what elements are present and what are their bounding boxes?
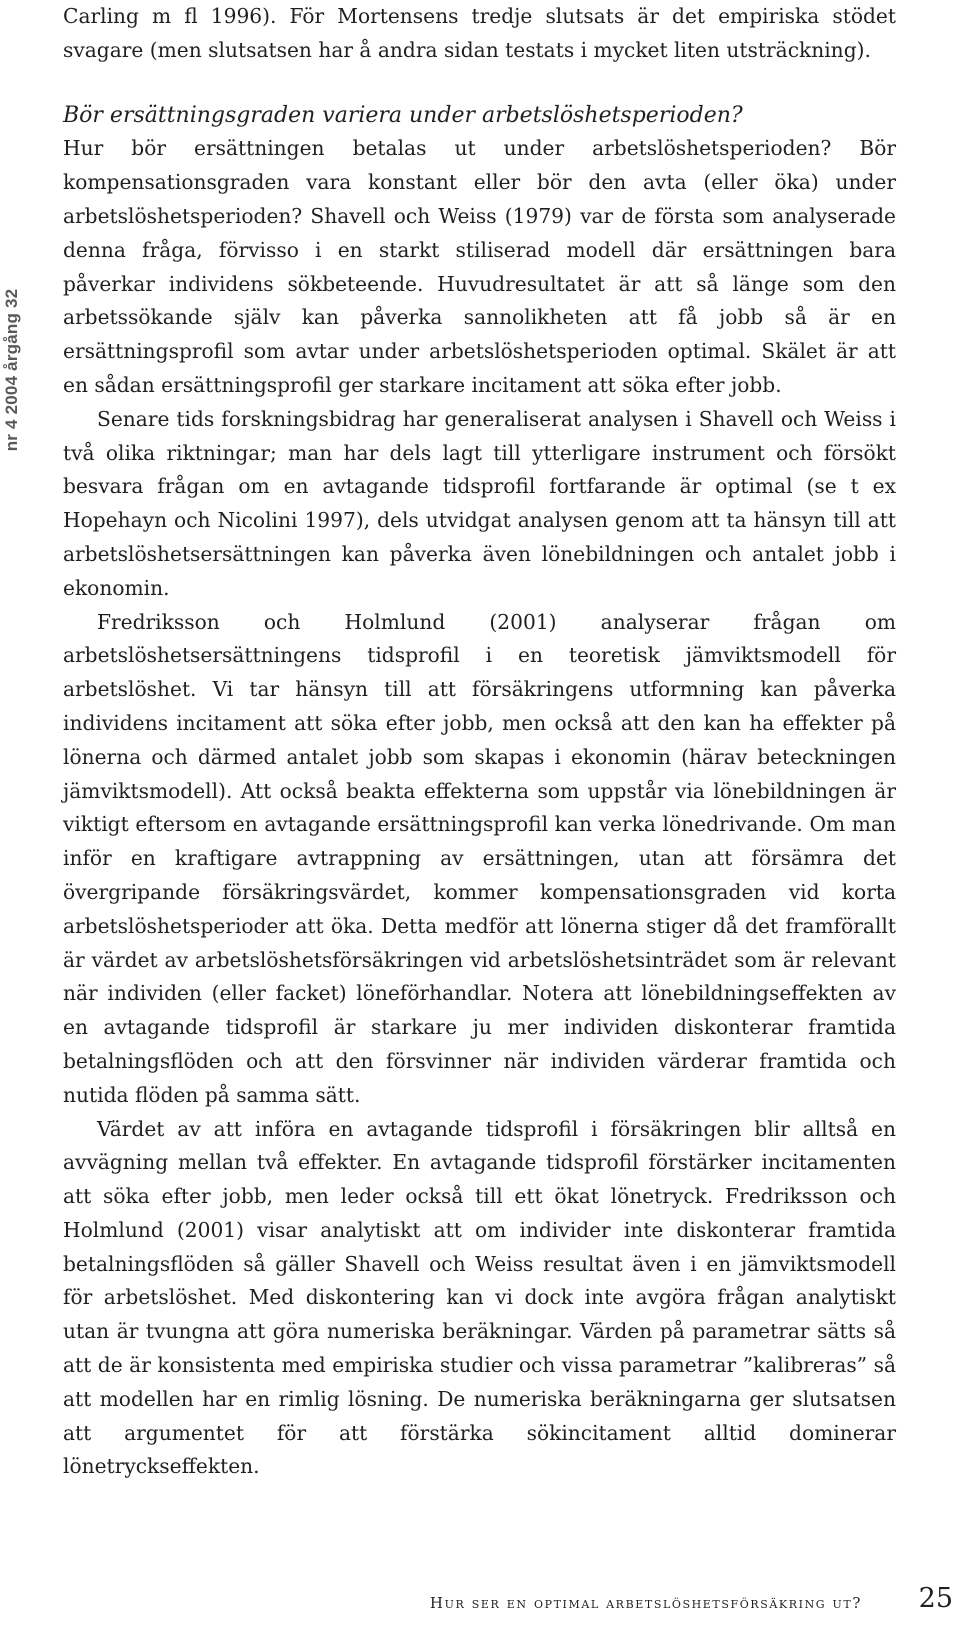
article-body xyxy=(63,0,896,1484)
section-heading: Bör ersättningsgraden variera under arbetslöshetsperioden? xyxy=(63,102,743,128)
running-title: Hur ser en optimal arbetslöshetsförsäkring ut? xyxy=(429,1594,862,1612)
page-number: 25 xyxy=(918,1583,953,1614)
journal-issue-label: nr 4 2004 årgång 32 xyxy=(2,288,21,452)
paragraph-4: Värdet av att införa en avtagande tidsprofil i försäkringen blir alltså en avvägning mellan två effekter. En avtagande tidsprofil förstärker incitamenten att söka efter jobb, men leder också till ett ökat lönetryck. Fredriksson och Holmlund (2001) visar analytiskt att om individer inte diskonterar framtida betalningsflöden så gäller Shavell och Weiss resultat även i en jämviktsmodell för arbetslöshet. Med diskontering kan vi dock inte avgöra frågan analytiskt utan är tvungna att göra numeriska beräkningar. Värden på parametrar sätts så att de är konsistenta med empiriska studier och vissa parametrar ”kalibreras” så att modellen har en rimlig lösning. De numeriska beräkningarna ger slutsatsen att argumentet för att förstärka sökincitament alltid dominerar lönetryckseffekten. xyxy=(63,1116,896,1479)
paragraph-3: Fredriksson och Holmlund (2001) analyserar frågan om arbetslöshetsersättningens tidsprofil i en teoretisk jämviktsmodell för arbetslöshet. Vi tar hänsyn till att försäkringens utformning kan påverka individens incitament att söka efter jobb, men också att den kan ha effekter på lönerna och därmed antalet jobb som skapas i ekonomin (härav beteckningen jämviktsmodell). Att också beakta effekterna som uppstår via lönebildningen är viktigt eftersom en avtagande ersättningsprofil kan verka lönedrivande. Om man inför en kraftigare avtrappning av ersättningen, utan att försämra det övergripande försäkringsvärdet, kommer kompensationsgraden vid korta arbetslöshetsperioder att öka. Detta medför att lönerna stiger då det framförallt är värdet av arbetslöshetsförsäkringen vid arbetslöshetsinträdet som är relevant när individen (eller facket) löneförhandlar. Notera att lönebildningseffekten av en avtagande tidsprofil är starkare ju mer individen diskonterar framtida betalningsflöden och att den försvinner när individen värderar framtida och nutida flöden på samma sätt. xyxy=(63,609,896,1107)
paragraph-continued: Carling m fl 1996). För Mortensens tredje slutsats är det empiriska stödet svagare (men slutsatsen har å andra sidan testats i mycket liten utsträckning). xyxy=(63,4,896,62)
paragraph-1: Hur bör ersättningen betalas ut under arbetslöshetsperioden? Bör kompensationsgraden vara konstant eller bör den avta (eller öka) under arbetslöshetsperioden? Shavell och Weiss (1979) var de första som analyserade denna fråga, förvisso i en starkt stiliserad modell där ersättningen bara påverkar individens sökbeteende. Huvudresultatet är att så länge som den arbetssökande själv kan påverka sannolikheten att få jobb så är en ersättningsprofil som avtar under arbetslöshetsperioden optimal. Skälet är att en sådan ersättningsprofil ger starkare incitament att söka efter jobb. xyxy=(63,136,896,397)
paragraph-2: Senare tids forskningsbidrag har generaliserat analysen i Shavell och Weiss i två olika riktningar; man har dels lagt till ytterligare instrument och försökt besvara frågan om en avtagande tidsprofil fortfarande är optimal (se t ex Hopehayn och Nicolini 1997), dels utvidgat analysen genom att ta hänsyn till att arbetslöshetsersättningen kan påverka även lönebildningen och antalet jobb i ekonomin. xyxy=(63,406,896,600)
